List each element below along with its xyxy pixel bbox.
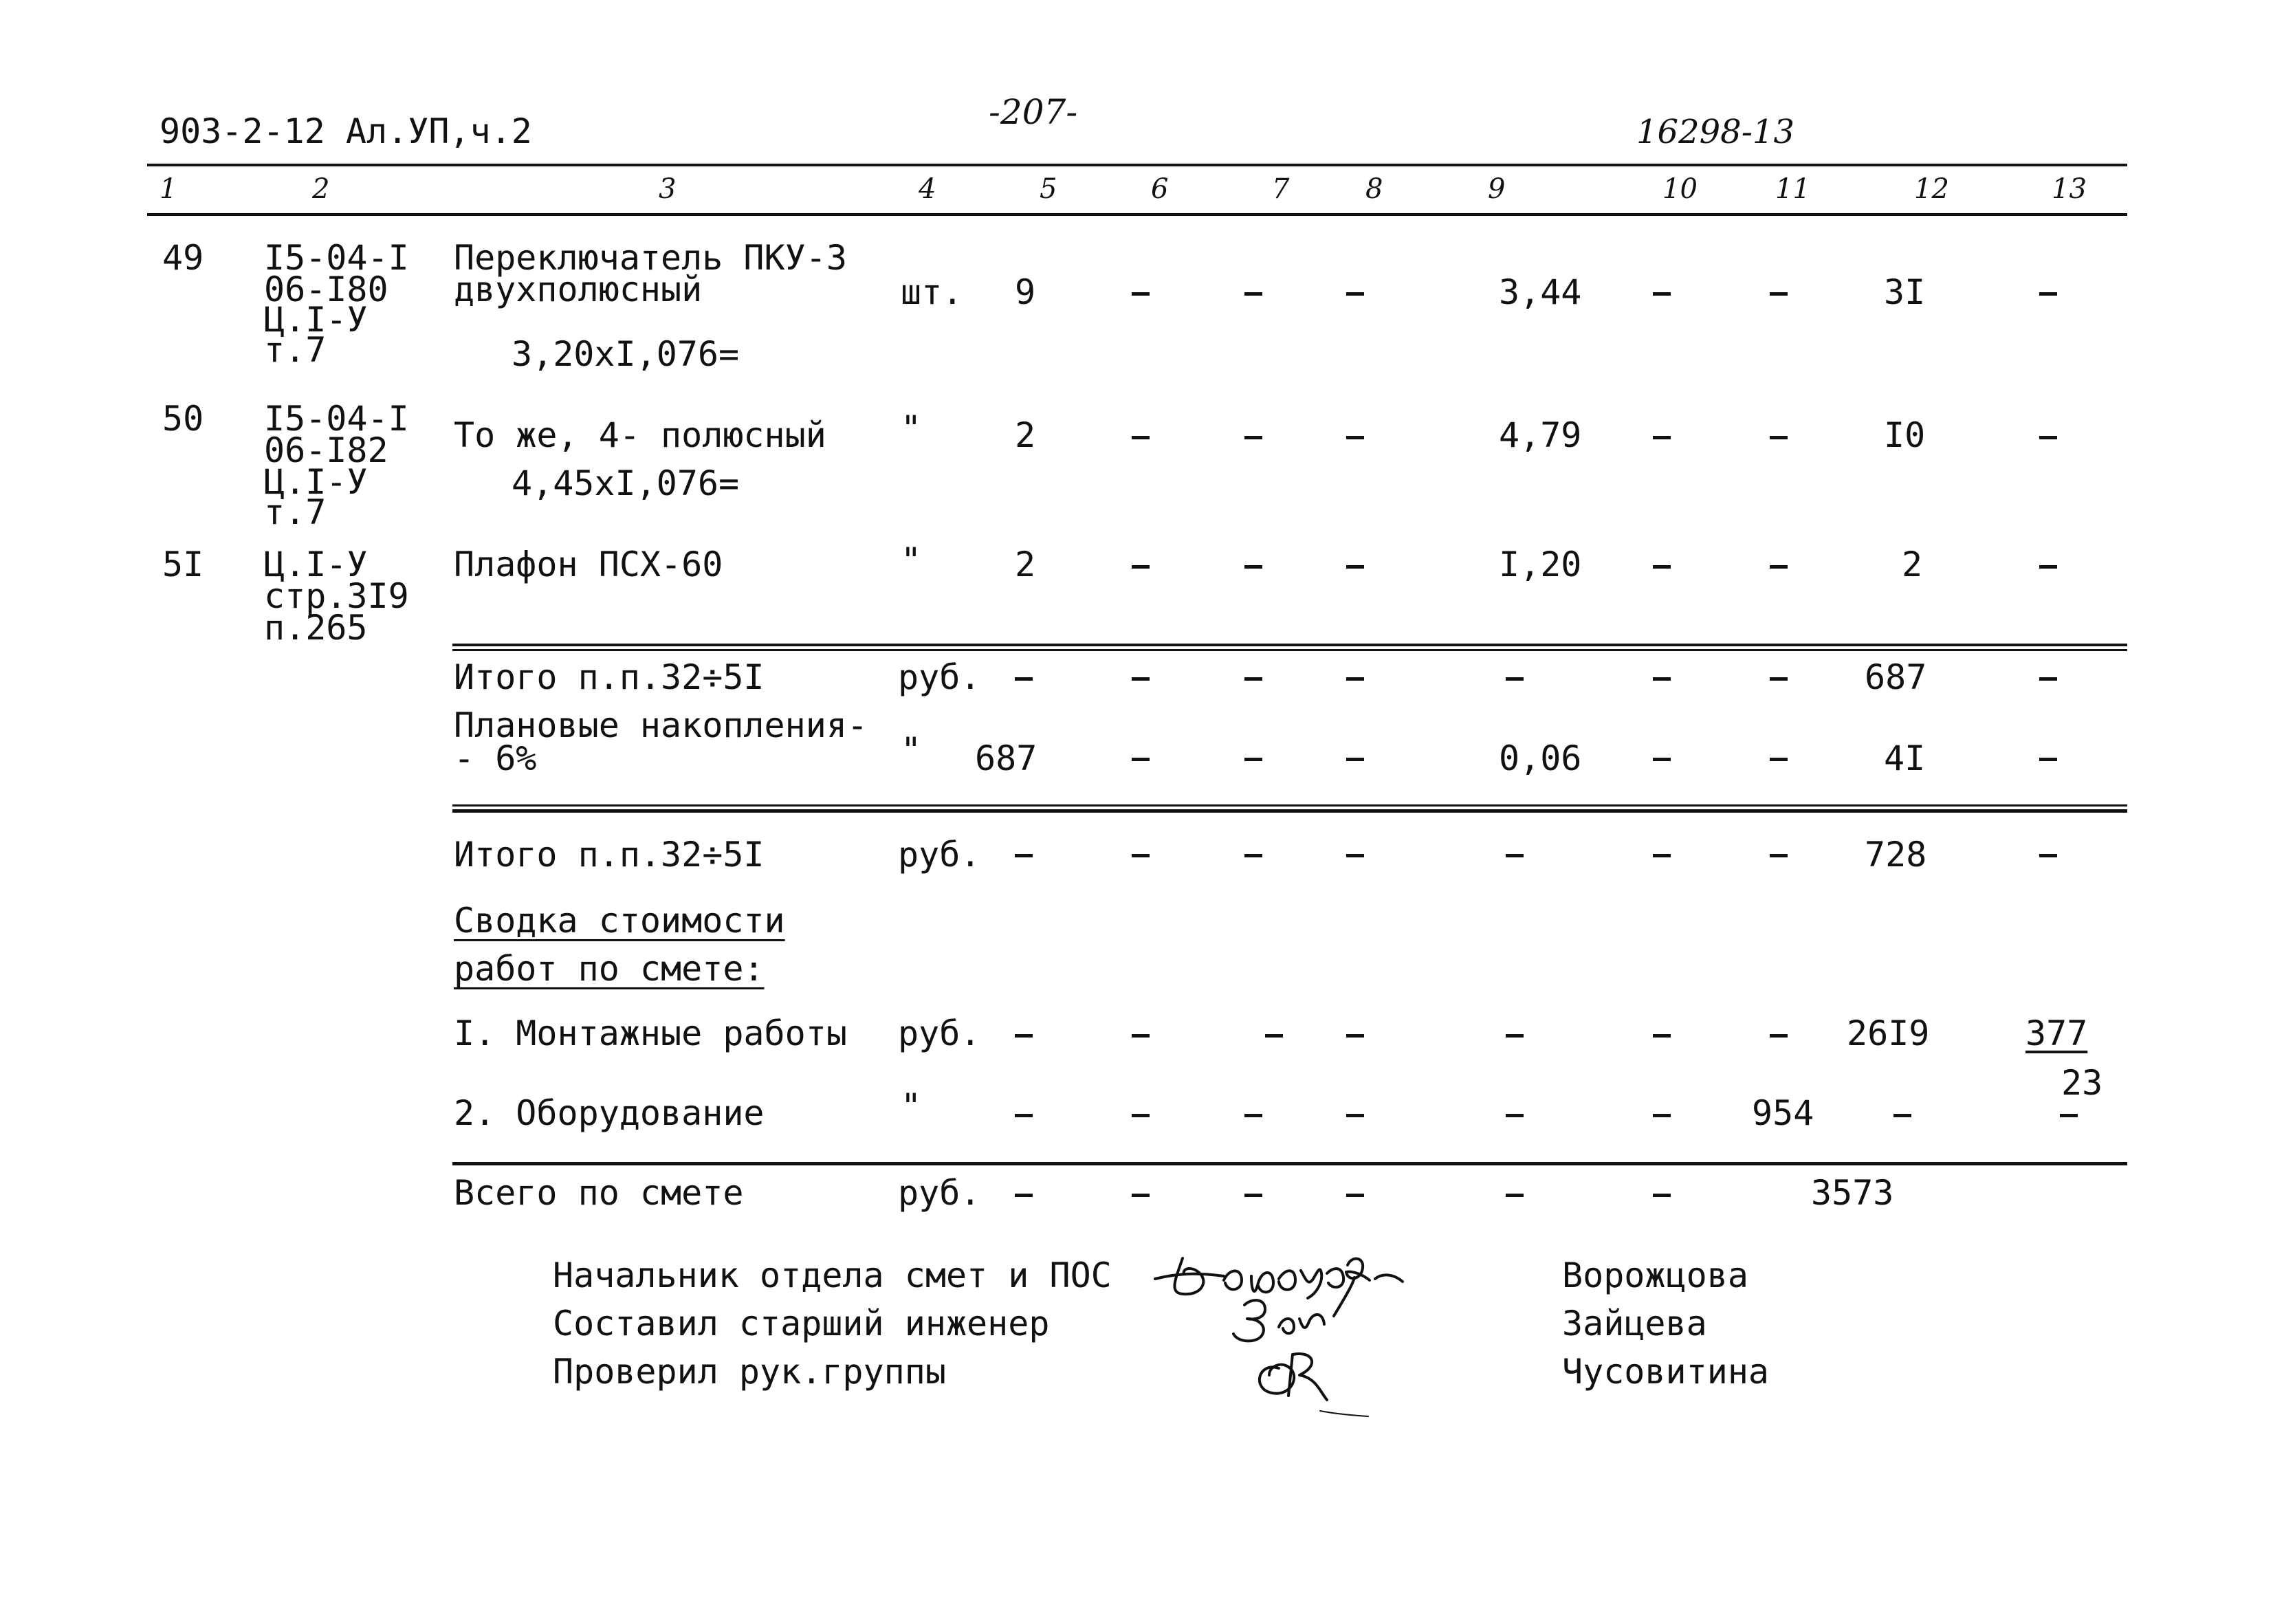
col-number: 11 — [1775, 173, 1810, 205]
dash — [1653, 1034, 1671, 1038]
dash — [2039, 292, 2057, 296]
col-number: 1 — [160, 173, 177, 205]
summary-unit: " — [901, 1086, 922, 1126]
dash — [1653, 292, 1671, 296]
overhead-label: - 6% — [454, 738, 537, 778]
dash — [1244, 758, 1262, 761]
col-number: 6 — [1151, 173, 1169, 205]
dash — [1506, 1034, 1524, 1038]
row-reference: 06-I82 — [264, 430, 388, 470]
dash — [1132, 758, 1150, 761]
summary-col13-value: 23 — [2061, 1063, 2103, 1103]
row-reference: т.7 — [264, 492, 327, 532]
summary-label: I. Монтажные работы — [454, 1013, 847, 1053]
overhead-label: Плановые накопления- — [454, 705, 868, 745]
dash — [1244, 677, 1262, 681]
col-number: 13 — [2052, 173, 2087, 205]
handwritten-signature — [1141, 1231, 1499, 1437]
row-name: двухполюсный — [454, 270, 703, 309]
col-number: 8 — [1365, 173, 1383, 205]
dash — [1653, 1114, 1671, 1117]
dash — [1770, 565, 1788, 569]
dash — [1770, 854, 1788, 857]
dash — [1653, 565, 1671, 569]
dash — [1015, 677, 1033, 681]
summary-unit: руб. — [898, 1013, 981, 1053]
subtotal-value: 728 — [1865, 835, 1927, 875]
dash — [1653, 677, 1671, 681]
overhead-unit: " — [901, 730, 922, 770]
row-reference: I5-04-I — [264, 238, 409, 278]
signature-name: Ворожцова — [1562, 1255, 1748, 1295]
dash — [1244, 854, 1262, 857]
dash — [1346, 565, 1364, 569]
row-reference: Ц.I-У — [264, 300, 368, 340]
dash — [1653, 758, 1671, 761]
row-reference: 06-I80 — [264, 270, 388, 309]
dash — [1653, 854, 1671, 857]
summary-value: 26I9 — [1847, 1013, 1930, 1053]
dash — [1244, 1114, 1262, 1117]
row-total: 2 — [1902, 545, 1923, 584]
col-number: 5 — [1040, 173, 1057, 205]
table-top-rule — [147, 164, 2127, 166]
signature-name: Чусовитина — [1562, 1352, 1770, 1392]
dash — [1346, 1194, 1364, 1197]
row-total: 3I — [1884, 272, 1926, 312]
subtotal-value: 687 — [1865, 657, 1927, 697]
col-number: 9 — [1488, 173, 1506, 205]
row-formula: 3,20хI,076= — [512, 334, 740, 374]
dash — [1244, 1194, 1262, 1197]
col-number: 10 — [1662, 173, 1698, 205]
dash — [1132, 1194, 1150, 1197]
dash — [1770, 292, 1788, 296]
dash — [1015, 1034, 1033, 1038]
dash — [1506, 854, 1524, 857]
subtotal-label: Итого п.п.32÷5I — [454, 657, 765, 697]
summary-equipment-value: 954 — [1752, 1093, 1814, 1133]
row-reference: т.7 — [264, 330, 327, 370]
dash — [1015, 1114, 1033, 1117]
row-unit: " — [901, 540, 922, 580]
row-price: 4,79 — [1499, 415, 1582, 455]
dash — [1770, 1034, 1788, 1038]
row-number: 49 — [162, 238, 204, 278]
dash — [1132, 436, 1150, 439]
dash — [1015, 1194, 1033, 1197]
dash — [1132, 1114, 1150, 1117]
row-quantity: 2 — [1015, 545, 1036, 584]
subtotal-unit: руб. — [898, 657, 981, 697]
subtotal-rule — [452, 644, 2127, 646]
dash — [1770, 758, 1788, 761]
row-reference: стр.3I9 — [264, 576, 409, 616]
dash — [2039, 436, 2057, 439]
row-number: 50 — [162, 399, 204, 439]
dash — [1265, 1034, 1283, 1038]
dash — [1346, 854, 1364, 857]
dash — [2039, 854, 2057, 857]
signature-role: Начальник отдела смет и ПОС — [553, 1255, 1112, 1295]
row-name: Плафон ПСХ-60 — [454, 545, 723, 584]
dash — [1770, 677, 1788, 681]
dash — [2039, 565, 2057, 569]
dash — [1653, 436, 1671, 439]
row-price: I,20 — [1499, 545, 1582, 584]
dash — [1132, 677, 1150, 681]
overhead-base: 687 — [975, 738, 1037, 778]
col-number: 2 — [312, 173, 330, 205]
dash — [1132, 565, 1150, 569]
subtotal-rule — [452, 804, 2127, 806]
subtotal-unit: руб. — [898, 835, 981, 875]
dash — [1346, 292, 1364, 296]
overhead-rate: 0,06 — [1499, 738, 1582, 778]
dash — [2039, 677, 2057, 681]
subtotal-label: Итого п.п.32÷5I — [454, 835, 765, 875]
row-quantity: 9 — [1015, 272, 1036, 312]
dash — [1346, 677, 1364, 681]
summary-label: 2. Оборудование — [454, 1093, 765, 1133]
row-number: 5I — [162, 545, 204, 584]
row-unit: " — [901, 408, 922, 448]
signature-role: Составил старший инженер — [553, 1304, 1050, 1343]
dash — [1770, 436, 1788, 439]
dash — [1506, 677, 1524, 681]
col-number: 3 — [659, 173, 677, 205]
summary-heading: работ по смете: — [454, 949, 765, 989]
grand-total-label: Всего по смете — [454, 1173, 744, 1213]
subtotal-rule — [452, 809, 2127, 813]
dash — [2060, 1114, 2078, 1117]
row-reference: I5-04-I — [264, 399, 409, 439]
dash — [1346, 1114, 1364, 1117]
dash — [1346, 1034, 1364, 1038]
dash — [1132, 1034, 1150, 1038]
col-number: 7 — [1272, 173, 1290, 205]
summary-col13-value: 377 — [2025, 1013, 2088, 1053]
row-total: I0 — [1884, 415, 1926, 455]
column-number-rule — [147, 213, 2127, 216]
dash — [1506, 1114, 1524, 1117]
row-formula: 4,45хI,076= — [512, 463, 740, 503]
dash — [1132, 292, 1150, 296]
col-number: 12 — [1914, 173, 1949, 205]
row-name: То же, 4- полюсный — [454, 415, 826, 455]
row-price: 3,44 — [1499, 272, 1582, 312]
dash — [1244, 565, 1262, 569]
overhead-value: 4I — [1884, 738, 1926, 778]
grand-total-unit: руб. — [898, 1173, 981, 1213]
summary-heading: Сводка стоимости — [454, 901, 785, 941]
dash — [2039, 758, 2057, 761]
grand-total-rule — [452, 1162, 2127, 1165]
row-reference: Ц.I-У — [264, 545, 368, 584]
dash — [1015, 854, 1033, 857]
document-code: 903-2-12 Ал.УП,ч.2 — [160, 111, 532, 151]
row-name: Переключатель ПКУ-3 — [454, 238, 847, 278]
col-number: 4 — [919, 173, 936, 205]
dash — [1346, 758, 1364, 761]
row-reference: Ц.I-У — [264, 462, 368, 502]
row-quantity: 2 — [1015, 415, 1036, 455]
page-number: -207- — [989, 92, 1078, 132]
dash — [1132, 854, 1150, 857]
dash — [1893, 1114, 1911, 1117]
sheet-code: 16298-13 — [1636, 113, 1794, 151]
dash — [1244, 436, 1262, 439]
row-reference: п.265 — [264, 608, 368, 648]
dash — [1653, 1194, 1671, 1197]
dash — [1244, 292, 1262, 296]
dash — [1346, 436, 1364, 439]
row-unit: шт. — [901, 272, 963, 312]
grand-total-value: 3573 — [1811, 1173, 1894, 1213]
subtotal-rule — [452, 649, 2127, 651]
signature-name: Зайцева — [1562, 1304, 1707, 1343]
dash — [1506, 1194, 1524, 1197]
signature-role: Проверил рук.группы — [553, 1352, 946, 1392]
